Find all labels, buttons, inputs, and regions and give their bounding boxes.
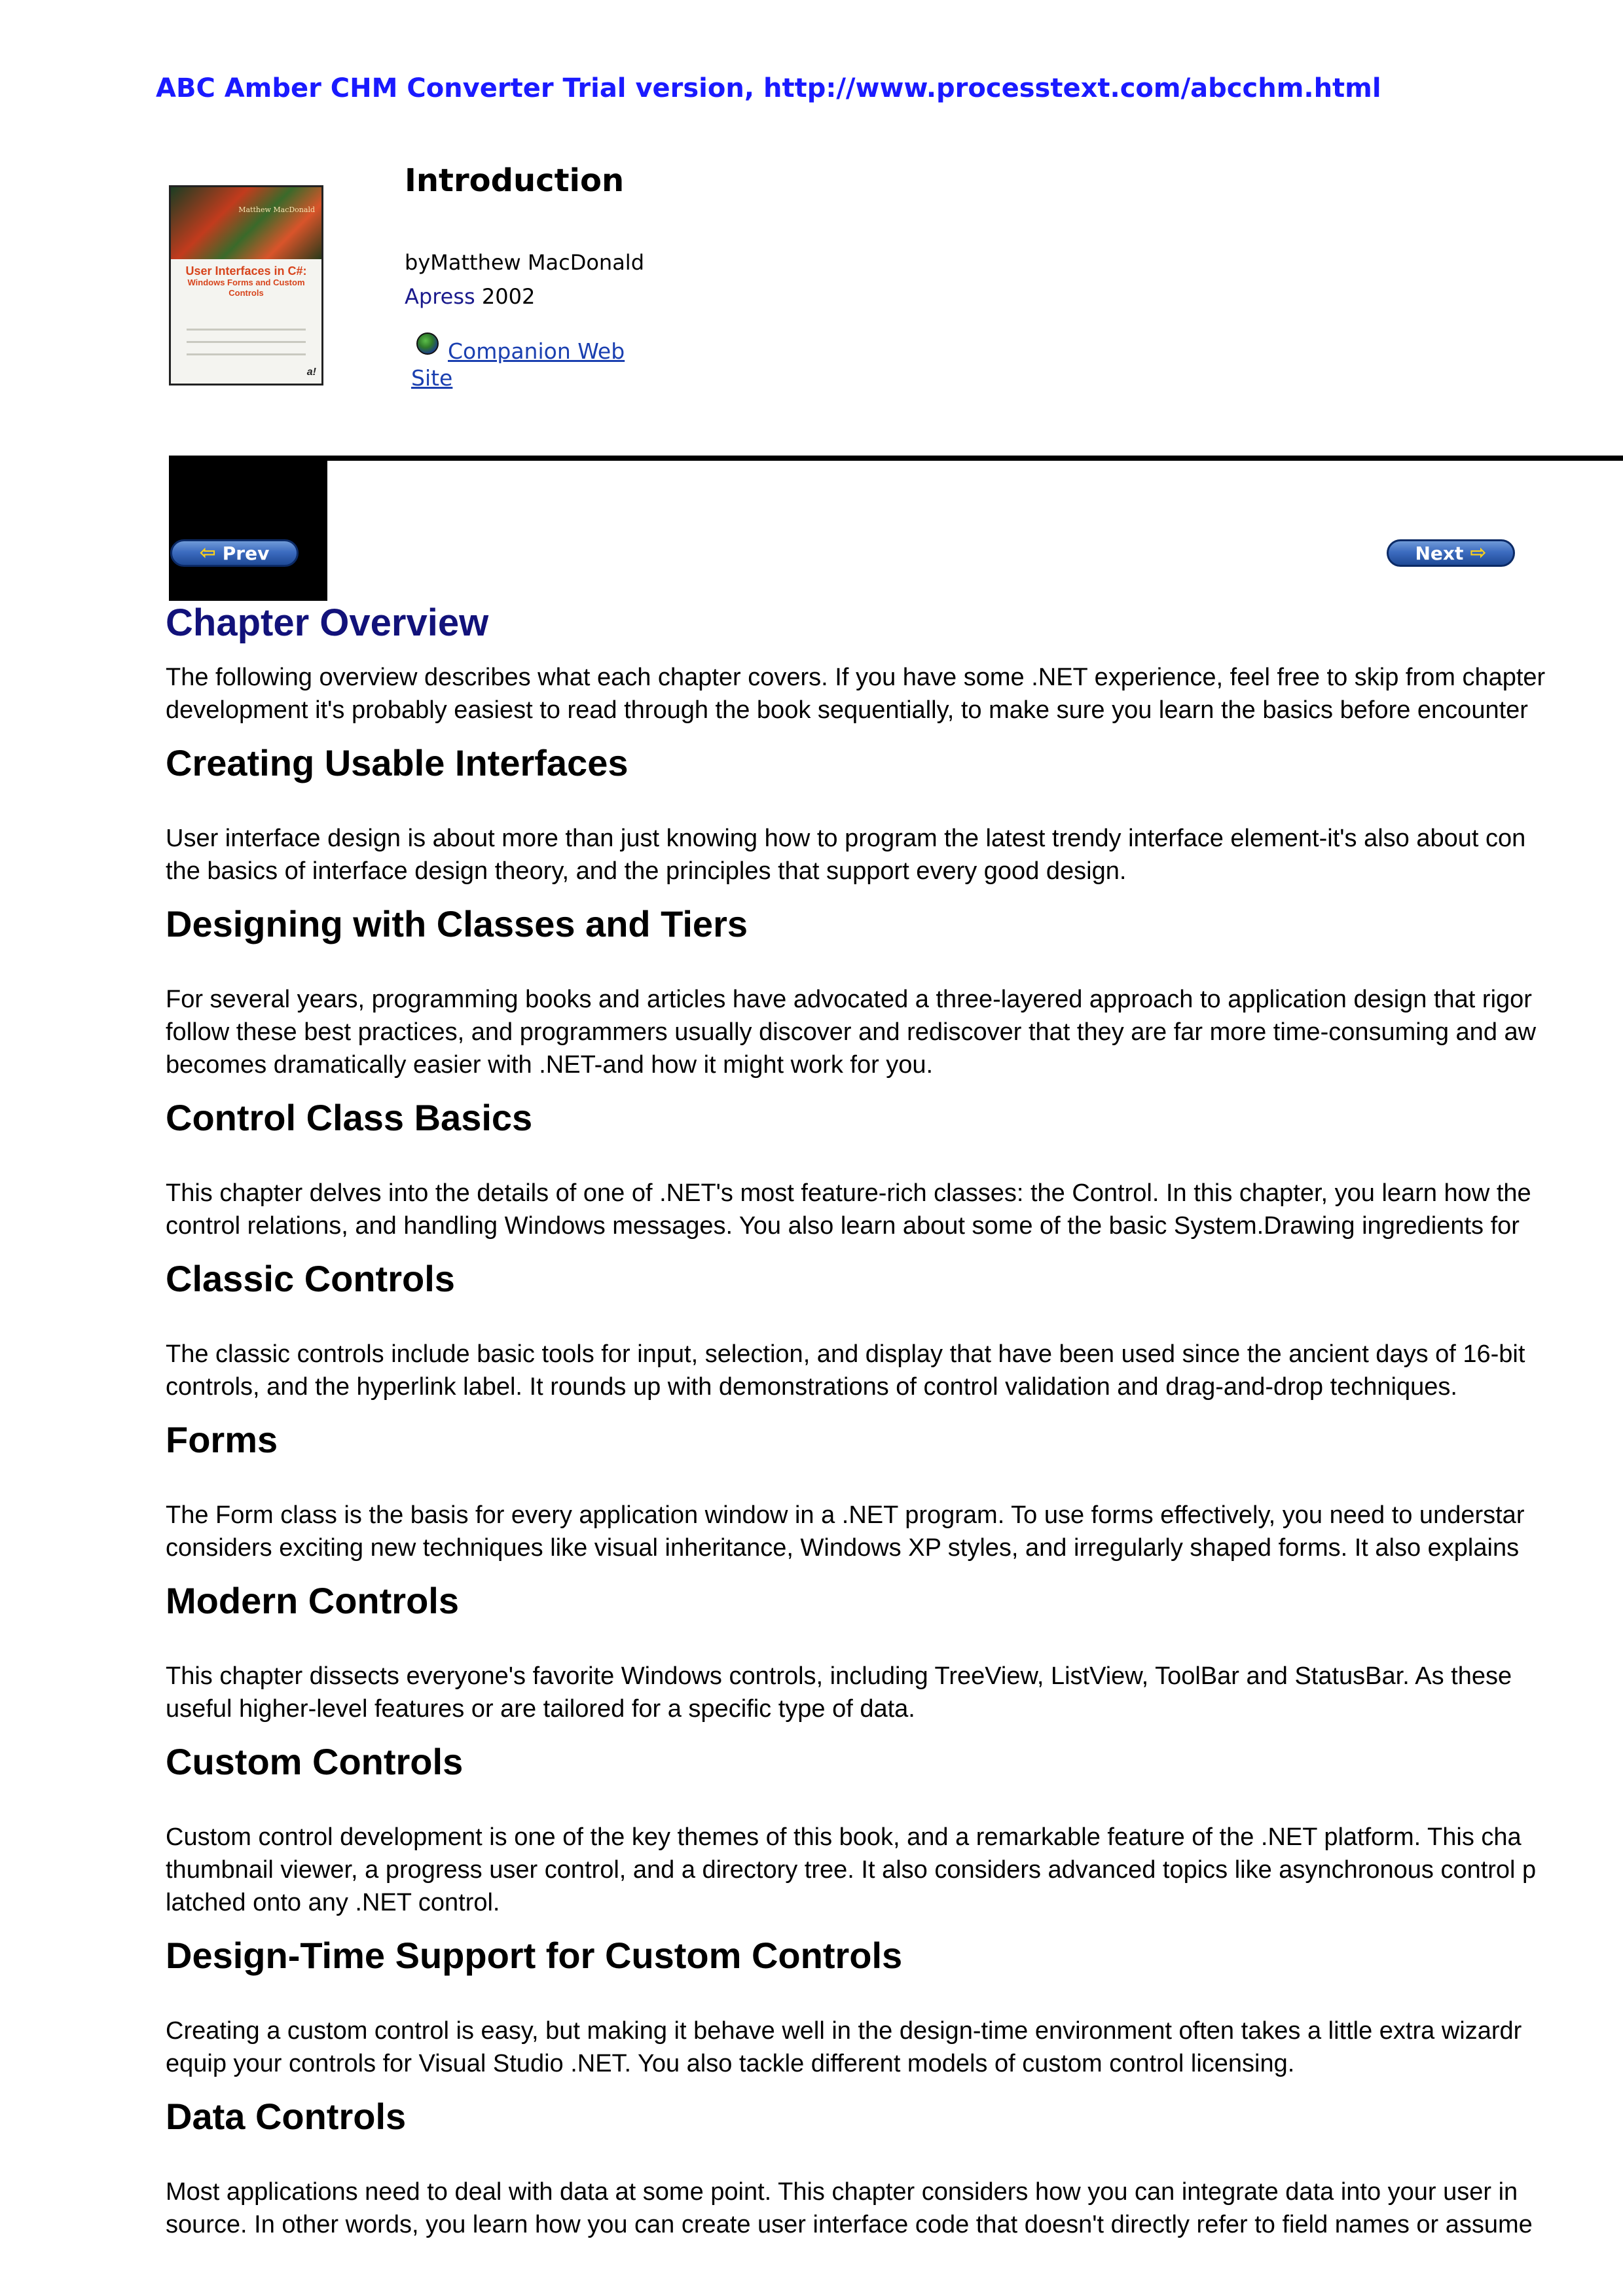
banner: ABC Amber CHM Converter Trial version, http://www.processtext.com/abcchm.html xyxy=(156,73,1381,103)
cover-artwork xyxy=(171,187,321,259)
section-body: Most applications need to deal with data at some point. This chapter considers how you can integrate data into your user in source. In other words, you learn how you can create user interface code that doesn't directly refer to field names or assume xyxy=(166,2178,1533,2238)
cover-author: Matthew MacDonald xyxy=(238,206,315,214)
cover-title xyxy=(175,264,318,298)
intro-paragraph: The following overview describes what each chapter covers. If you have some .NET experience, feel free to skip from chapter development it's probably easiest to read through the book sequentially, to make sure you learn the basics before encounter xyxy=(166,664,1546,724)
chapter-heading: Chapter Overview xyxy=(166,601,489,644)
next-button[interactable] xyxy=(1387,539,1515,567)
companion-web-site-link[interactable] xyxy=(411,338,647,391)
section-title: Custom Controls xyxy=(166,1741,464,1782)
publisher-line xyxy=(405,284,535,309)
section-title: Forms xyxy=(166,1419,278,1460)
cover-text-lines xyxy=(187,318,306,364)
next-label: Next xyxy=(1415,542,1464,564)
companion-link-text[interactable]: Companion Web Site xyxy=(411,338,625,391)
section-body: This chapter delves into the details of one of .NET's most feature-rich classes: the Control. In this chapter, you learn how the control relations, and handling Windows messages. You also learn about some of the basic System.Drawing ingredients for xyxy=(166,1179,1531,1240)
publication-year: 2002 xyxy=(481,284,536,309)
header-divider xyxy=(169,456,1623,461)
prev-button[interactable] xyxy=(170,539,299,567)
nav-block xyxy=(169,458,327,601)
cover-subtitle: Windows Forms and Custom Controls xyxy=(187,278,305,298)
arrow-right-icon: ⇨ xyxy=(1470,541,1487,564)
section-title: Control Class Basics xyxy=(166,1097,533,1138)
section-body: User interface design is about more than just knowing how to program the latest trendy interface element-it's also about con the basics of interface design theory, and the principles that support every good design. xyxy=(166,825,1526,885)
section-title: Classic Controls xyxy=(166,1258,455,1299)
section-title: Modern Controls xyxy=(166,1580,459,1621)
chapter-content xyxy=(166,589,1623,2241)
section-body: For several years, programming books and articles have advocated a three-layered approach to application design that rigor follow these best practices, and programmers usually discover and rediscover that they are far more time-consuming and aw becomes dramatically easier with .NET-and how it might work for you. xyxy=(166,986,1537,1079)
section-title: Creating Usable Interfaces xyxy=(166,742,629,783)
section-body: This chapter dissects everyone's favorite Windows controls, including TreeView, ListView, ToolBar and StatusBar. As these useful higher-level features or are tailored for a specific type of data. xyxy=(166,1662,1512,1723)
author-line: byMatthew MacDonald xyxy=(405,250,644,275)
section-title: Design-Time Support for Custom Controls xyxy=(166,1935,903,1976)
publisher-name[interactable]: Apress xyxy=(405,284,475,309)
section-body: The Form class is the basis for every application window in a .NET program. To use forms effectively, you need to understar considers exciting new techniques like visual inheritance, Windows XP styles, and irregularly shaped forms. It also explains xyxy=(166,1501,1525,1562)
section-title: Designing with Classes and Tiers xyxy=(166,903,748,944)
cover-title-text: User Interfaces in C#: xyxy=(185,264,307,278)
book-title: Introduction xyxy=(405,162,625,199)
prev-label: Prev xyxy=(222,542,270,564)
section-title: Data Controls xyxy=(166,2096,407,2137)
cover-publisher-logo: a! xyxy=(306,367,316,378)
section-body: Creating a custom control is easy, but making it behave well in the design-time environment often takes a little extra wizardr equip your controls for Visual Studio .NET. You also tackle different models of custom control licensing. xyxy=(166,2017,1522,2077)
arrow-left-icon: ⇦ xyxy=(199,541,216,564)
book-cover-image[interactable] xyxy=(169,185,323,386)
section-body: The classic controls include basic tools for input, selection, and display that have been used since the ancient days of 16-bit controls, and the hyperlink label. It rounds up with demonstrations of control validation and drag-and-drop techniques. xyxy=(166,1340,1525,1401)
section-body: Custom control development is one of the key themes of this book, and a remarkable feature of the .NET platform. This cha thumbnail viewer, a progress user control, and a directory tree. It also considers advanced topics like asynchronous control p latched onto any .NET control. xyxy=(166,1823,1537,1916)
